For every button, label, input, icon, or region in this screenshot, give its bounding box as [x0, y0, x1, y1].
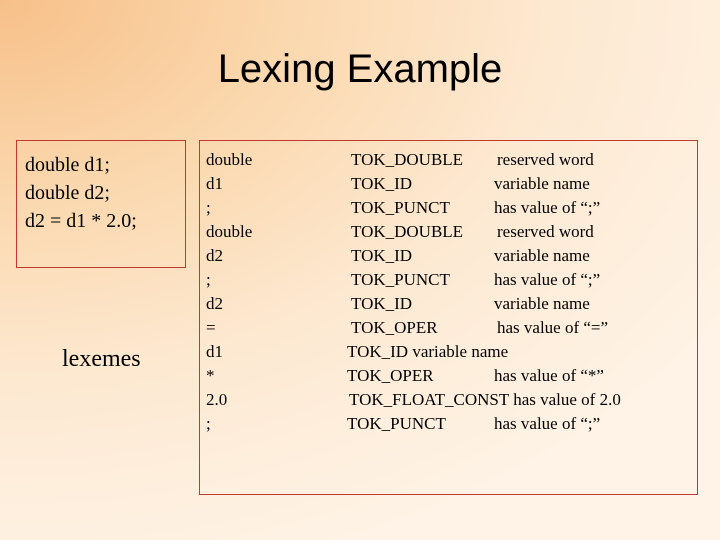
token-cell: TOK_ID — [351, 174, 413, 193]
description-cell: variable name — [494, 174, 590, 193]
token-cell: TOK_ID — [351, 294, 413, 313]
description-cell: has value of “;” — [494, 198, 601, 217]
token-cell: TOK_OPER — [347, 366, 434, 385]
description-cell: variable name — [494, 294, 590, 313]
token-cell: TOK_PUNCT — [351, 198, 450, 217]
lexeme-cell: d2 — [206, 294, 223, 313]
token-cell: TOK_FLOAT_CONST has value of 2.0 — [349, 390, 621, 409]
slide-title: Lexing Example — [217, 47, 503, 91]
lexeme-cell: double — [206, 150, 253, 169]
lexeme-cell: ; — [206, 414, 211, 433]
description-cell: reserved word — [497, 222, 594, 241]
lexeme-cell: double — [206, 222, 253, 241]
source-code-box — [16, 140, 186, 268]
lexeme-cell: d2 — [206, 246, 223, 265]
code-line: double d2; — [25, 182, 110, 204]
lexeme-cell: * — [206, 366, 215, 385]
lexemes-label: lexemes — [62, 346, 141, 372]
token-cell: TOK_DOUBLE — [351, 222, 464, 241]
lexeme-cell: d1 — [206, 342, 223, 361]
description-cell: has value of “=” — [497, 318, 609, 337]
description-cell: variable name — [494, 246, 590, 265]
description-cell: has value of “;” — [494, 414, 601, 433]
token-cell: TOK_ID — [351, 246, 413, 265]
token-table-box — [199, 140, 698, 495]
lexeme-cell: d1 — [206, 174, 223, 193]
lexeme-cell: = — [206, 318, 216, 337]
token-cell: TOK_PUNCT — [347, 414, 446, 433]
description-cell: has value of “*” — [494, 366, 604, 385]
lexeme-cell: ; — [206, 198, 211, 217]
lexeme-cell: 2.0 — [206, 390, 228, 409]
description-cell: has value of “;” — [494, 270, 601, 289]
code-line: d2 = d1 * 2.0; — [25, 210, 137, 232]
code-line: double d1; — [25, 154, 110, 176]
token-cell: TOK_ID variable name — [347, 342, 509, 361]
token-cell: TOK_OPER — [351, 318, 438, 337]
token-cell: TOK_PUNCT — [351, 270, 450, 289]
token-cell: TOK_DOUBLE — [351, 150, 464, 169]
description-cell: reserved word — [497, 150, 594, 169]
lexeme-cell: ; — [206, 270, 211, 289]
